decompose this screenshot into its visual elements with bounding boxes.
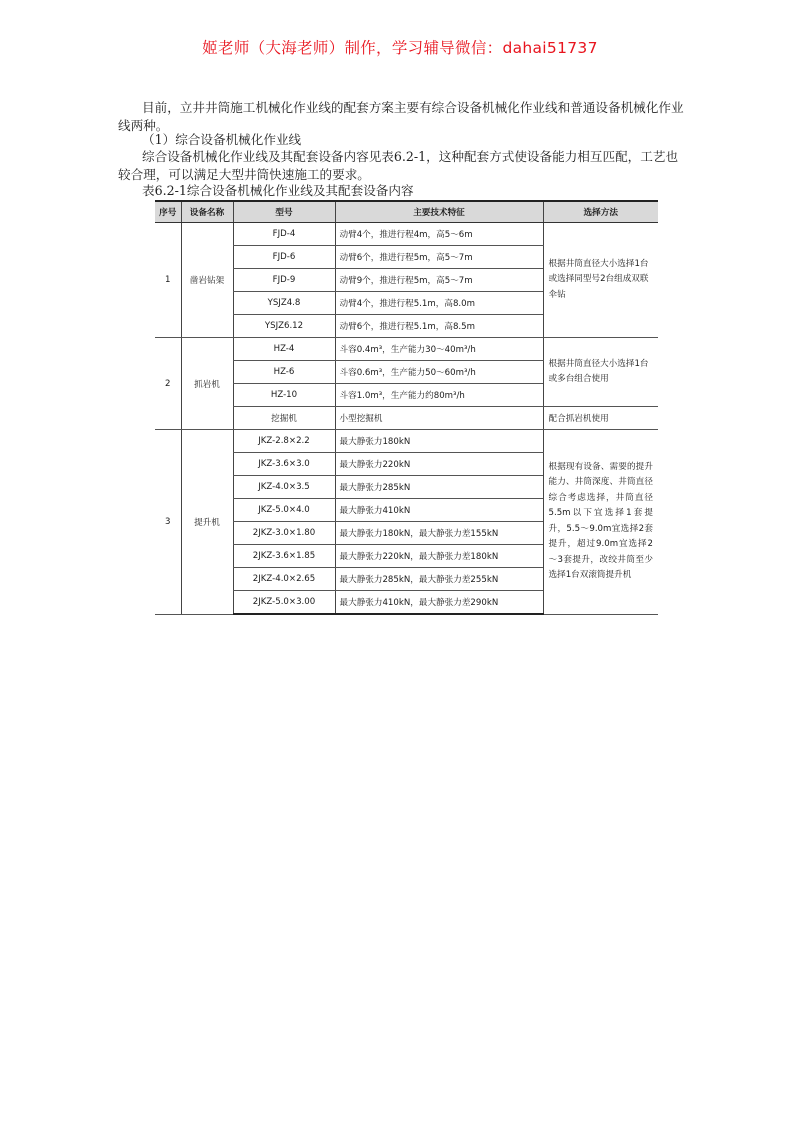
model-cell: FJD-9 (233, 269, 335, 292)
feature-cell: 动臂4个，推进行程4m，高5～6m (335, 223, 543, 246)
group-name: 抓岩机 (181, 338, 233, 430)
feature-cell: 最大静张力220kN (335, 453, 543, 476)
model-cell: 2JKZ-3.6×1.85 (233, 545, 335, 568)
feature-cell: 斗容0.6m³，生产能力50～60m³/h (335, 361, 543, 384)
model-cell: JKZ-2.8×2.2 (233, 430, 335, 453)
header-name: 设备名称 (181, 201, 233, 223)
group-name: 凿岩钻架 (181, 223, 233, 338)
table-header-row (155, 201, 658, 223)
model-cell: 2JKZ-5.0×3.00 (233, 591, 335, 615)
model-cell: FJD-4 (233, 223, 335, 246)
group-no: 2 (155, 338, 181, 430)
feature-cell: 斗容1.0m³，生产能力约80m³/h (335, 384, 543, 407)
header-no: 序号 (155, 201, 181, 223)
model-cell: 2JKZ-4.0×2.65 (233, 568, 335, 591)
paragraph-intro: 目前，立井井筒施工机械化作业线的配套方案主要有综合设备机械化作业线和普通设备机械化作业线两种。 (118, 100, 684, 133)
model-cell: HZ-10 (233, 384, 335, 407)
model-cell: JKZ-3.6×3.0 (233, 453, 335, 476)
equipment-table (155, 200, 658, 615)
model-cell: HZ-6 (233, 361, 335, 384)
model-cell: JKZ-4.0×3.5 (233, 476, 335, 499)
feature-cell: 动臂4个，推进行程5.1m，高8.0m (335, 292, 543, 315)
table-row (155, 223, 658, 246)
model-cell: YSJZ6.12 (233, 315, 335, 338)
method-cell: 根据井筒直径大小选择1台或多台组合使用 (543, 338, 658, 407)
feature-cell: 最大静张力180kN，最大静张力差155kN (335, 522, 543, 545)
feature-cell: 最大静张力410kN，最大静张力差290kN (335, 591, 543, 615)
header-method: 选择方法 (543, 201, 658, 223)
table-row (155, 338, 658, 361)
feature-cell: 动臂6个，推进行程5m，高5～7m (335, 246, 543, 269)
group-no: 3 (155, 430, 181, 615)
feature-cell: 动臂9个，推进行程5m，高5～7m (335, 269, 543, 292)
method-cell: 配合抓岩机使用 (543, 407, 658, 430)
feature-cell: 最大静张力285kN，最大静张力差255kN (335, 568, 543, 591)
page-header-watermark: 姬老师（大海老师）制作，学习辅导微信：dahai51737 (202, 39, 598, 57)
paragraph-description: 综合设备机械化作业线及其配套设备内容见表6.2-1，这种配套方式使设备能力相互匹配，工艺也较合理，可以满足大型井筒快速施工的要求。 (118, 149, 679, 182)
method-cell: 根据现有设备、需要的提升能力、井筒深度、井筒直径综合考虑选择，井筒直径5.5m以下宜选择1套提升，5.5～9.0m宜选择2套提升，超过9.0m宜选择2～3套提升，改绞井筒至少选择1台双滚筒提升机 (543, 430, 658, 615)
model-cell: HZ-4 (233, 338, 335, 361)
feature-cell: 最大静张力180kN (335, 430, 543, 453)
method-line: 根据井筒直径大小选择1台 或选择同型号2台组成双联伞钻 (548, 258, 649, 300)
model-cell: 2JKZ-3.0×1.80 (233, 522, 335, 545)
group-no: 1 (155, 223, 181, 338)
feature-cell: 最大静张力220kN，最大静张力差180kN (335, 545, 543, 568)
model-cell: 挖掘机 (233, 407, 335, 430)
feature-cell: 最大静张力285kN (335, 476, 543, 499)
table-caption: 表6.2-1综合设备机械化作业线及其配套设备内容 (142, 183, 414, 198)
feature-cell: 最大静张力410kN (335, 499, 543, 522)
feature-cell: 斗容0.4m³，生产能力30～40m³/h (335, 338, 543, 361)
header-features: 主要技术特征 (335, 201, 543, 223)
section-heading: （1）综合设备机械化作业线 (142, 132, 302, 147)
table-row (155, 430, 658, 453)
group-name: 提升机 (181, 430, 233, 615)
model-cell: JKZ-5.0×4.0 (233, 499, 335, 522)
feature-cell: 动臂6个，推进行程5.1m，高8.5m (335, 315, 543, 338)
feature-cell: 小型挖掘机 (335, 407, 543, 430)
model-cell: FJD-6 (233, 246, 335, 269)
model-cell: YSJZ4.8 (233, 292, 335, 315)
method-cell (543, 223, 658, 338)
header-model: 型号 (233, 201, 335, 223)
